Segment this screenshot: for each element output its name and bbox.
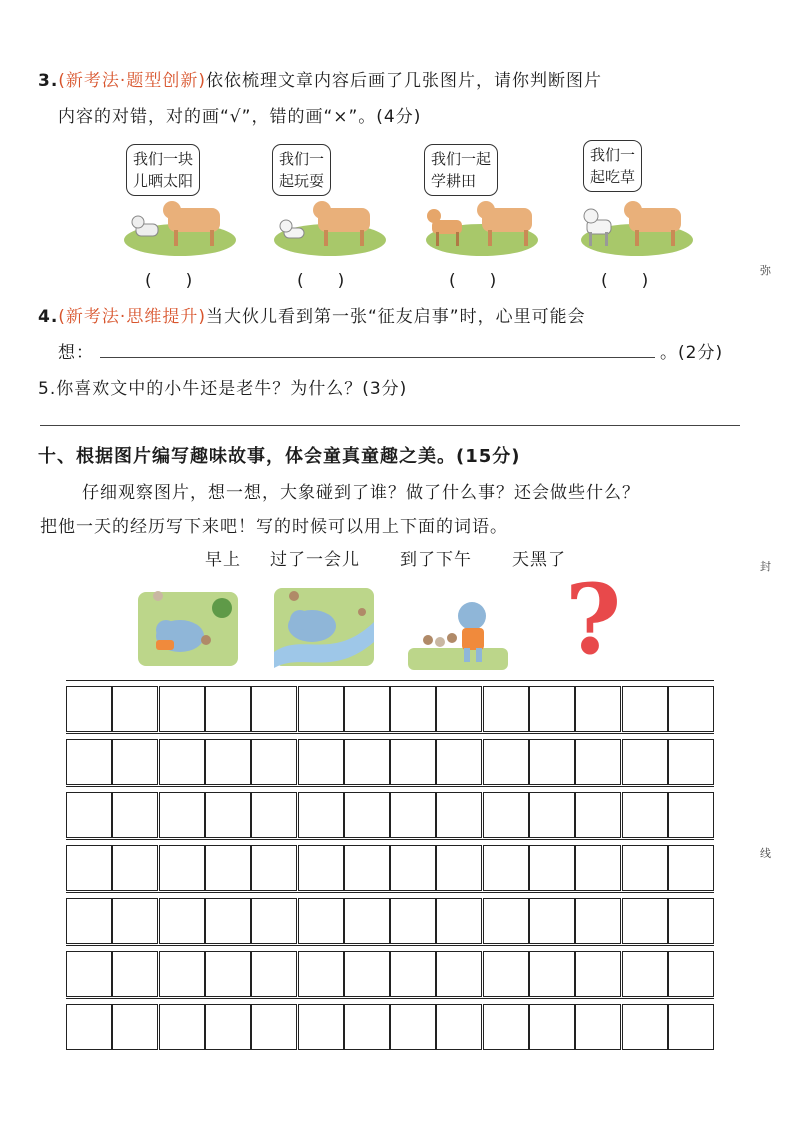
grid-cell[interactable] — [112, 898, 158, 944]
grid-cell[interactable] — [390, 845, 436, 891]
grid-row — [66, 898, 714, 945]
grid-cell[interactable] — [436, 1004, 482, 1050]
grid-cell[interactable] — [298, 686, 344, 732]
section-10-para1: 仔细观察图片，想一想，大象碰到了谁？做了什么事？还会做些什么？ — [82, 483, 640, 503]
grid-cell[interactable] — [483, 845, 529, 891]
grid-cell[interactable] — [436, 792, 482, 838]
grid-cell[interactable] — [66, 739, 112, 785]
grid-cell[interactable] — [483, 1004, 529, 1050]
picture-3 — [420, 140, 540, 260]
elephant-with-friends-picture-icon — [406, 592, 510, 672]
grid-cell[interactable] — [66, 792, 112, 838]
bubble-4-line1: 我们一 — [590, 146, 636, 164]
q3-number: 3. — [38, 71, 59, 91]
section-10-title: 十、根据图片编写趣味故事，体会童真童趣之美。(15分) — [38, 446, 521, 467]
grid-cell[interactable] — [390, 739, 436, 785]
grid-cell[interactable] — [668, 898, 714, 944]
grid-row — [66, 792, 714, 839]
grid-cell[interactable] — [668, 792, 714, 838]
grid-cell[interactable] — [575, 898, 621, 944]
grid-cell[interactable] — [159, 951, 205, 997]
grid-cell[interactable] — [390, 686, 436, 732]
grid-cell[interactable] — [298, 1004, 344, 1050]
grid-cell[interactable] — [298, 739, 344, 785]
grid-cell[interactable] — [622, 1004, 668, 1050]
grid-cell[interactable] — [298, 898, 344, 944]
grid-cell[interactable] — [344, 686, 390, 732]
grid-row-separator — [66, 680, 714, 681]
answer-paren-4[interactable]: ( ) — [601, 271, 649, 291]
grid-cell[interactable] — [112, 845, 158, 891]
grid-row — [66, 739, 714, 786]
grid-cell[interactable] — [390, 792, 436, 838]
grid-cell[interactable] — [622, 951, 668, 997]
q4-text2a: 想： — [58, 343, 94, 363]
grid-cell[interactable] — [529, 898, 575, 944]
grid-cell[interactable] — [159, 1004, 205, 1050]
grid-cell[interactable] — [251, 686, 297, 732]
grid-cell[interactable] — [344, 898, 390, 944]
grid-cell[interactable] — [344, 1004, 390, 1050]
q3-text1: 依依梳理文章内容后画了几张图片，请你判断图片 — [205, 71, 602, 91]
grid-cell[interactable] — [251, 792, 297, 838]
puppy-and-cow-icon — [118, 140, 238, 260]
grid-cell[interactable] — [159, 739, 205, 785]
grid-cell[interactable] — [622, 792, 668, 838]
grid-cell[interactable] — [66, 845, 112, 891]
grid-cell[interactable] — [251, 1004, 297, 1050]
grid-cell[interactable] — [622, 845, 668, 891]
grid-cell[interactable] — [436, 845, 482, 891]
q5-question: 5.你喜欢文中的小牛还是老牛？为什么？(3分) — [38, 379, 408, 399]
goat-and-cow-icon — [575, 140, 695, 260]
grid-cell[interactable] — [251, 951, 297, 997]
grid-cell[interactable] — [159, 845, 205, 891]
answer-paren-1[interactable]: ( ) — [145, 271, 193, 291]
q4-text2b: 。(2分) — [660, 343, 724, 363]
bubble-1-line2: 儿晒太阳 — [133, 172, 194, 190]
grid-cell[interactable] — [575, 951, 621, 997]
grid-row-separator — [66, 733, 714, 734]
grid-cell[interactable] — [112, 1004, 158, 1050]
picture-4 — [575, 140, 695, 260]
grid-row-separator — [66, 945, 714, 946]
grid-cell[interactable] — [298, 951, 344, 997]
grid-cell[interactable] — [436, 898, 482, 944]
grid-cell[interactable] — [390, 898, 436, 944]
grid-cell[interactable] — [622, 739, 668, 785]
grid-cell[interactable] — [112, 792, 158, 838]
grid-cell[interactable] — [668, 951, 714, 997]
grid-cell[interactable] — [529, 739, 575, 785]
bubble-1-line1: 我们一块 — [133, 150, 194, 168]
bubble-3-line2: 学耕田 — [431, 172, 477, 190]
grid-cell[interactable] — [529, 1004, 575, 1050]
picture-2 — [268, 140, 388, 260]
word-afternoon: 到了下午 — [400, 550, 472, 570]
word-morning: 早上 — [205, 550, 241, 570]
grid-cell[interactable] — [205, 845, 251, 891]
bubble-2-line2: 起玩耍 — [279, 172, 325, 190]
grid-row — [66, 951, 714, 998]
grid-cell[interactable] — [529, 951, 575, 997]
section-10-para2: 把他一天的经历写下来吧！写的时候可以用上下面的词语。 — [40, 517, 508, 537]
q4-line1 — [38, 302, 586, 327]
bubble-2-line1: 我们一 — [279, 150, 325, 168]
word-night: 天黑了 — [512, 550, 566, 570]
side-mark-xian: 线 — [760, 847, 771, 860]
q5-answer-line[interactable] — [40, 408, 740, 426]
q4-number: 4. — [38, 307, 59, 327]
grid-cell[interactable] — [390, 1004, 436, 1050]
grid-cell[interactable] — [483, 951, 529, 997]
grid-cell[interactable] — [66, 898, 112, 944]
grid-cell[interactable] — [66, 686, 112, 732]
grid-cell[interactable] — [575, 686, 621, 732]
grid-cell[interactable] — [344, 951, 390, 997]
grid-cell[interactable] — [66, 1004, 112, 1050]
grid-row-separator — [66, 892, 714, 893]
grid-row-separator — [66, 998, 714, 999]
grid-cell[interactable] — [575, 845, 621, 891]
grid-row — [66, 1004, 714, 1051]
question-mark-picture: ? — [565, 563, 622, 676]
q4-text1: 当大伙儿看到第一张“征友启事”时，心里可能会 — [205, 307, 586, 327]
q3-tag: (新考法·题型创新) — [58, 71, 206, 91]
grid-cell[interactable] — [436, 739, 482, 785]
grid-cell[interactable] — [159, 792, 205, 838]
grid-cell[interactable] — [436, 951, 482, 997]
grid-cell[interactable] — [575, 792, 621, 838]
grid-cell[interactable] — [529, 686, 575, 732]
elephant-river-picture-icon — [272, 582, 376, 668]
grid-cell[interactable] — [205, 898, 251, 944]
grid-cell[interactable] — [205, 686, 251, 732]
grid-cell[interactable] — [205, 792, 251, 838]
bubble-3-line1: 我们一起 — [431, 150, 492, 168]
grid-cell[interactable] — [390, 951, 436, 997]
grid-cell[interactable] — [668, 686, 714, 732]
cat-and-cow-icon — [268, 140, 388, 260]
grid-cell[interactable] — [622, 898, 668, 944]
grid-cell[interactable] — [66, 951, 112, 997]
q3-line2: 内容的对错，对的画“√”，错的画“×”。(4分) — [58, 107, 422, 127]
answer-paren-3[interactable]: ( ) — [449, 271, 497, 291]
grid-row-separator — [66, 839, 714, 840]
grid-cell[interactable] — [575, 739, 621, 785]
word-after-a-while: 过了一会儿 — [270, 550, 360, 570]
grid-cell[interactable] — [344, 845, 390, 891]
q4-answer-line[interactable] — [100, 340, 655, 358]
grid-cell[interactable] — [483, 898, 529, 944]
grid-cell[interactable] — [205, 739, 251, 785]
grid-cell[interactable] — [159, 686, 205, 732]
picture-1 — [118, 140, 238, 260]
grid-cell[interactable] — [483, 686, 529, 732]
grid-cell[interactable] — [436, 686, 482, 732]
grid-cell[interactable] — [668, 845, 714, 891]
grid-cell[interactable] — [483, 739, 529, 785]
grid-cell[interactable] — [159, 898, 205, 944]
grid-cell[interactable] — [251, 845, 297, 891]
grid-row-separator — [66, 786, 714, 787]
q3-line1 — [38, 66, 602, 91]
grid-cell[interactable] — [344, 792, 390, 838]
grid-cell[interactable] — [668, 739, 714, 785]
grid-cell[interactable] — [251, 739, 297, 785]
grid-row — [66, 845, 714, 892]
grid-cell[interactable] — [344, 739, 390, 785]
answer-paren-2[interactable]: ( ) — [297, 271, 345, 291]
grid-cell[interactable] — [575, 1004, 621, 1050]
grid-cell[interactable] — [298, 792, 344, 838]
bubble-4-line2: 起吃草 — [590, 168, 636, 186]
grid-cell[interactable] — [112, 739, 158, 785]
horse-and-cow-icon — [420, 140, 540, 260]
grid-cell[interactable] — [298, 845, 344, 891]
grid-row — [66, 686, 714, 733]
grid-cell[interactable] — [251, 898, 297, 944]
side-mark-feng: 封 — [760, 560, 771, 573]
grid-cell[interactable] — [622, 686, 668, 732]
side-mark-mi: 弥 — [760, 264, 771, 277]
grid-cell[interactable] — [205, 1004, 251, 1050]
grid-cell[interactable] — [483, 792, 529, 838]
q4-tag: (新考法·思维提升) — [58, 307, 206, 327]
grid-cell[interactable] — [112, 951, 158, 997]
grid-cell[interactable] — [668, 1004, 714, 1050]
elephant-lying-picture-icon — [136, 582, 240, 668]
grid-cell[interactable] — [529, 845, 575, 891]
grid-cell[interactable] — [529, 792, 575, 838]
grid-cell[interactable] — [112, 686, 158, 732]
grid-cell[interactable] — [205, 951, 251, 997]
